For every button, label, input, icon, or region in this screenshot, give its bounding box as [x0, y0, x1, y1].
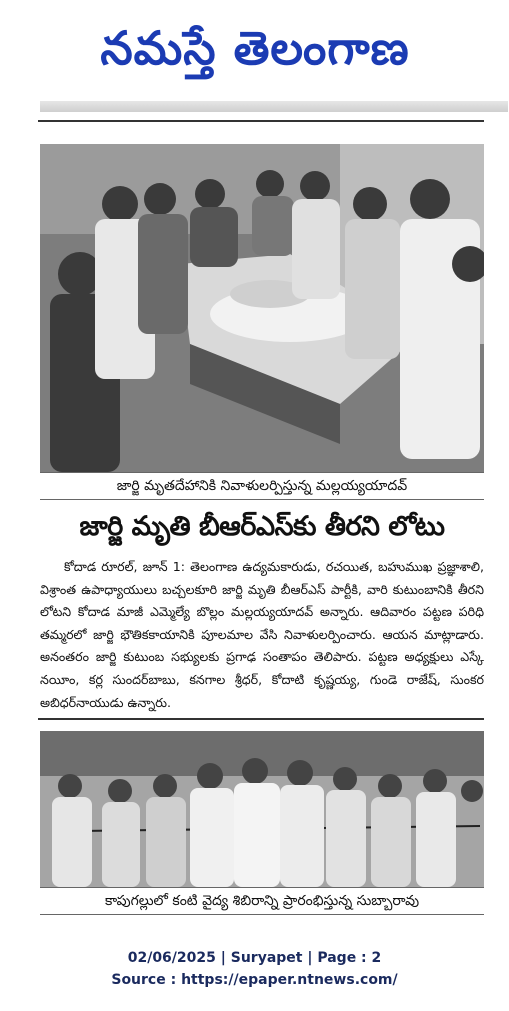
article-headline: జార్జి మృతి బీఆర్ఎస్‌కు తీరని లోటు	[79, 511, 445, 542]
article-bottom-border	[38, 718, 484, 720]
article-body: కోదాడ రూరల్, జూన్ 1: తెలంగాణ ఉద్యమకారుడు, రచయిత, బహుముఖ ప్రజ్ఞాశాలి, విశ్రాంత ఉపాధ్యాయులు బచ్చలకూరి జార్జి మృతి బీఆర్ఎస్ పార్టీకి, వారి కుటుంబానికి తీరని లోటని కోదాడ మాజీ ఎమ్మెల్యే బొల్లం మల్లయ్యయాదవ్ అన్నారు. ఆదివారం పట్టణ పరిధి తమ్మరలో జార్జి భౌతికకాయానికి పూలమాల వేసి నివాళులర్పించారు. ఆయన మాట్లాడారు. అనంతరం జార్జి కుటుంబ సభ్యులకు ప్రగాఢ సంతాపం తెలిపారు. పట్టణ అధ్యక్షులు ఎస్కే నయీం, కర్ల సుందర్‌బాబు, కనగాల శ్రీధర్, కోదాటి కృష్ణయ్య, గుండె రాజేష్, సుంకర అబిధర్‌నాయుడు ఉన్నారు.	[40, 559, 484, 710]
eye-camp-photo	[40, 731, 484, 887]
masthead-rule	[40, 101, 508, 112]
eye-camp-caption: కాపుగల్లులో కంటి వైద్య శిబిరాన్ని ప్రారంభిస్తున్న సుబ్బారావు	[40, 887, 484, 915]
eye-camp-photo-image	[40, 731, 484, 887]
article-clipping	[38, 120, 484, 720]
source-link[interactable]: Source : https://epaper.ntnews.com/	[111, 972, 398, 988]
tribute-photo	[40, 144, 484, 472]
newspaper-masthead: నమస్తే తెలంగాణ	[100, 21, 410, 75]
edition-info: 02/06/2025 | Suryapet | Page : 2	[127, 950, 382, 966]
photo-caption: జార్జి మృతదేహానికి నివాళులర్పిస్తున్న మల్లయ్యయాదవ్	[40, 472, 484, 500]
article-top-border	[38, 120, 484, 122]
tribute-photo-image	[40, 144, 484, 472]
